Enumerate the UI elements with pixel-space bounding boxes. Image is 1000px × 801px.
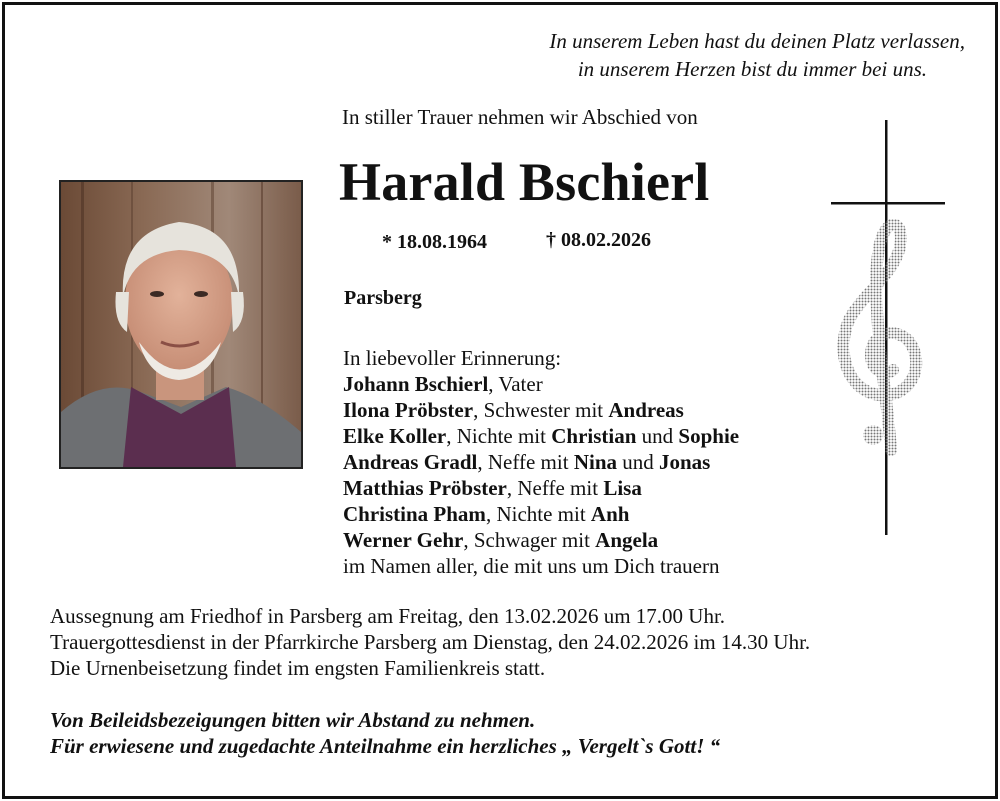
mourner-conjunction: und: [636, 424, 679, 448]
mourner-line: [343, 501, 739, 527]
memorial-quote: [549, 27, 965, 83]
mourner-name: Andreas Gradl: [343, 450, 478, 474]
mourners-list: [343, 345, 739, 579]
closing-remarks: [50, 707, 720, 759]
mourner-partner: Nina: [573, 450, 617, 474]
mourners-footer: im Namen aller, die mit uns um Dich trauern: [343, 554, 720, 578]
mourner-conjunction: und: [617, 450, 659, 474]
mourners-heading: In liebevoller Erinnerung:: [343, 346, 562, 370]
mourner-line: [343, 475, 739, 501]
closing-line: Von Beileidsbezeigungen bitten wir Abstand zu nehmen.: [50, 708, 536, 732]
cross-with-treble-clef-icon: [831, 120, 945, 535]
mourner-partner: Lisa: [603, 476, 642, 500]
mourner-partner-2: Jonas: [659, 450, 711, 474]
birth-date: * 18.08.1964: [382, 231, 487, 253]
mourner-name: Matthias Pröbster: [343, 476, 507, 500]
quote-line-1: In unserem Leben hast du deinen Platz verlassen,: [549, 29, 965, 53]
mourner-name: Elke Koller: [343, 424, 447, 448]
intro-text: In stiller Trauer nehmen wir Abschied von: [342, 105, 698, 129]
death-date: † 08.02.2026: [546, 229, 651, 251]
mourner-line: [343, 371, 739, 397]
hometown: Parsberg: [344, 287, 422, 309]
mourner-line: [343, 397, 739, 423]
mourner-name: Christina Pham: [343, 502, 486, 526]
quote-line-2: in unserem Herzen bist du immer bei uns.: [577, 57, 927, 81]
mourner-partner: Andreas: [608, 398, 684, 422]
mourner-name: Ilona Pröbster: [343, 398, 474, 422]
mourner-relation: , Schwager mit: [463, 528, 596, 552]
mourner-name: Johann Bschierl: [343, 372, 489, 396]
mourner-partner: Angela: [595, 528, 659, 552]
mourner-partner: Anh: [590, 502, 630, 526]
mourner-line: [343, 423, 739, 449]
closing-line: Für erwiesene und zugedachte Anteilnahme ein herzliches „ Vergelt`s Gott! “: [50, 734, 721, 758]
service-details: [50, 603, 810, 681]
mourner-relation: , Nichte mit: [485, 502, 591, 526]
mourner-relation: , Schwester mit: [473, 398, 609, 422]
obituary-notice: [2, 2, 998, 799]
mourner-relation: , Nichte mit: [446, 424, 552, 448]
mourner-relation: , Neffe mit: [477, 450, 574, 474]
deceased-name: Harald Bschierl: [339, 152, 710, 212]
mourner-relation: , Neffe mit: [506, 476, 604, 500]
mourner-line: [343, 527, 739, 553]
mourner-partner-2: Sophie: [678, 424, 740, 448]
mourner-relation: , Vater: [488, 372, 543, 396]
portrait-photo: [59, 180, 303, 469]
mourner-line: [343, 449, 739, 475]
service-line: Die Urnenbeisetzung findet im engsten Familienkreis statt.: [50, 656, 546, 680]
service-line: Trauergottesdienst in der Pfarrkirche Parsberg am Dienstag, den 24.02.2026 im 14.30 Uhr.: [50, 630, 811, 654]
mourner-name: Werner Gehr: [343, 528, 464, 552]
service-line: Aussegnung am Friedhof in Parsberg am Freitag, den 13.02.2026 um 17.00 Uhr.: [50, 604, 726, 628]
mourner-partner: Christian: [551, 424, 637, 448]
